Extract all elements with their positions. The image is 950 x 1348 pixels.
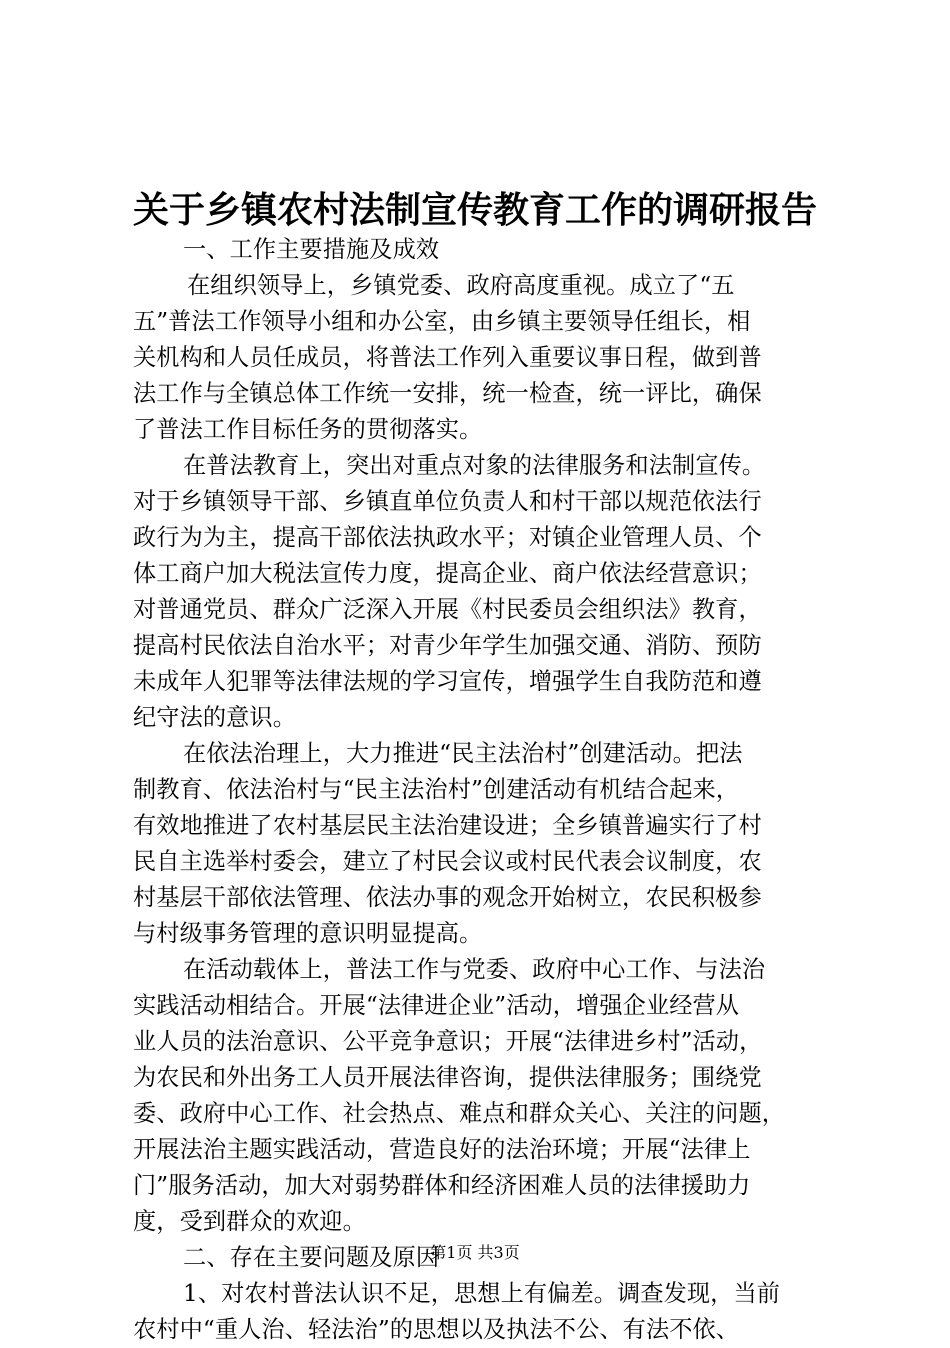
paragraph-line: 对于乡镇领导干部、乡镇直单位负责人和村干部以规范依法行 <box>133 488 762 515</box>
paragraph-line: 民自主选举村委会，建立了村民会议或村民代表会议制度，农 <box>133 848 762 875</box>
paragraph-line: 委、政府中心工作、社会热点、难点和群众关心、关注的问题， <box>133 1100 786 1127</box>
paragraph-line: 门”服务活动，加大对弱势群体和经济困难人员的法律援助力 <box>133 1172 751 1199</box>
paragraph-line: 在活动载体上，普法工作与党委、政府中心工作、与法治 <box>183 956 766 983</box>
paragraph-line: 体工商户加大税法宣传力度，提高企业、商户依法经营意识； <box>133 560 762 587</box>
page-footer: 第1页 共3页 <box>430 1243 520 1262</box>
paragraph-line: 法工作与全镇总体工作统一安排，统一检查，统一评比，确保 <box>133 380 762 407</box>
paragraph-line: 1、对农村普法认识不足，思想上有偏差。调查发现，当前 <box>183 1280 781 1307</box>
paragraph-line: 开展法治主题实践活动，营造良好的法治环境；开展“法律上 <box>133 1136 751 1163</box>
paragraph-line: 对普通党员、群众广泛深入开展《村民委员会组织法》教育， <box>133 596 762 623</box>
paragraph-line: 制教育、依法治村与“民主法治村”创建活动有机结合起来， <box>133 776 740 803</box>
paragraph-line: 为农民和外出务工人员开展法律咨询，提供法律服务；围绕党 <box>133 1064 762 1091</box>
paragraph-line: 提高村民依法自治水平；对青少年学生加强交通、消防、预防 <box>133 632 762 659</box>
document-body <box>133 232 833 1348</box>
paragraph-line: 村基层干部依法管理、依法办事的观念开始树立，农民积极参 <box>133 884 762 911</box>
paragraph-line: 在组织领导上，乡镇党委、政府高度重视。成立了“五 <box>187 272 735 299</box>
paragraph-line: 业人员的法治意识、公平竞争意识；开展“法律进乡村”活动， <box>133 1028 763 1055</box>
paragraph-line: 未成年人犯罪等法律法规的学习宣传，增强学生自我防范和遵 <box>133 668 762 695</box>
section-heading: 二、存在主要问题及原因 <box>183 1244 440 1271</box>
paragraph-line: 纪守法的意识。 <box>133 704 297 731</box>
document-title: 关于乡镇农村法制宣传教育工作的调研报告 <box>132 189 817 231</box>
paragraph-line: 了普法工作目标任务的贯彻落实。 <box>133 416 483 443</box>
paragraph-line: 在普法教育上，突出对重点对象的法律服务和法制宣传。 <box>183 452 766 479</box>
paragraph-line: 农村中“重人治、轻法治”的思想以及执法不公、有法不依、 <box>133 1316 740 1343</box>
paragraph-line: 有效地推进了农村基层民主法治建设进；全乡镇普遍实行了村 <box>133 812 762 839</box>
paragraph-line: 在依法治理上，大力推进“民主法治村”创建活动。把法 <box>183 740 743 767</box>
paragraph-line: 度，受到群众的欢迎。 <box>133 1208 366 1235</box>
section-heading: 一、工作主要措施及成效 <box>183 236 440 263</box>
paragraph-line: 五”普法工作领导小组和办公室，由乡镇主要领导任组长，相 <box>133 308 751 335</box>
paragraph-line: 关机构和人员任成员，将普法工作列入重要议事日程，做到普 <box>133 344 762 371</box>
paragraph-line: 政行为为主，提高干部依法执政水平；对镇企业管理人员、个 <box>133 524 762 551</box>
paragraph-line: 实践活动相结合。开展“法律进企业”活动，增强企业经营从 <box>133 992 740 1019</box>
paragraph-line: 与村级事务管理的意识明显提高。 <box>133 920 483 947</box>
